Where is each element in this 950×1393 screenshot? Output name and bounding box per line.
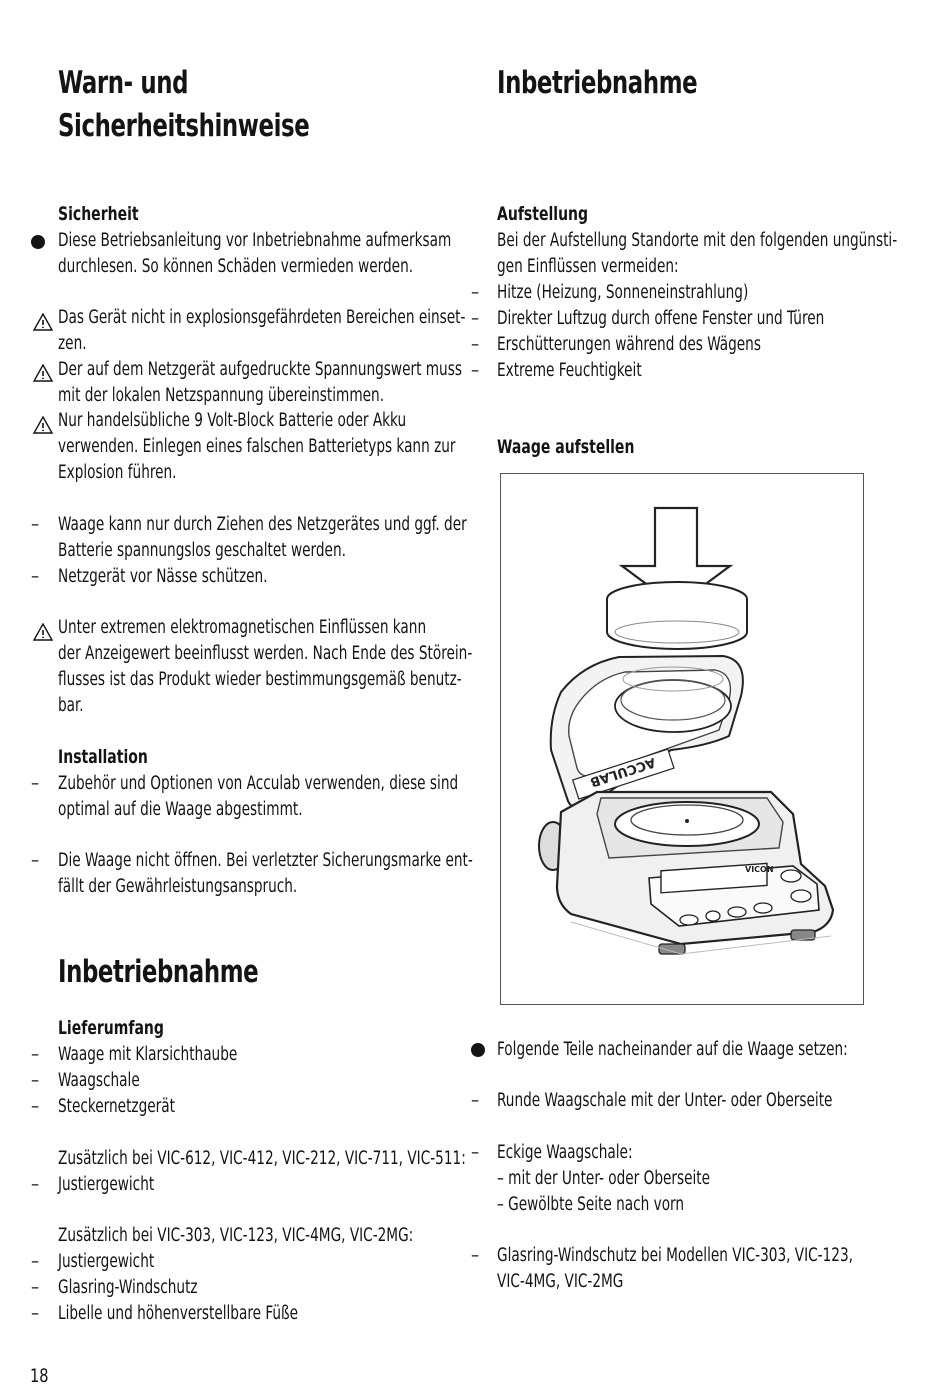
list-item: Steckernetzgerät bbox=[58, 1096, 175, 1117]
list-item: Waagschale bbox=[58, 1070, 140, 1091]
text-line: Batterie spannungslos geschaltet werden. bbox=[58, 540, 346, 561]
text-line: Nur handelsübliche 9 Volt-Block Batterie oder Akku bbox=[58, 410, 407, 431]
dash-marker: – bbox=[471, 334, 480, 355]
heading-waage-aufstellen: Waage aufstellen bbox=[497, 436, 635, 458]
dash-marker: – bbox=[31, 1070, 40, 1091]
text-line: Explosion führen. bbox=[58, 462, 177, 483]
text-line: Die Waage nicht öffnen. Bei verletzter Sicherungsmarke ent- bbox=[58, 850, 473, 871]
text-line: Diese Betriebsanleitung vor Inbetriebnahme aufmerksam bbox=[58, 230, 452, 251]
list-item: Justiergewicht bbox=[58, 1174, 155, 1195]
figure-brand-text: ACCULAB bbox=[587, 754, 658, 790]
dash-marker: – bbox=[31, 1096, 40, 1117]
list-item: Runde Waagschale mit der Unter- oder Oberseite bbox=[497, 1090, 833, 1111]
text-line: Der auf dem Netzgerät aufgedruckte Spannungswert muss bbox=[58, 359, 462, 380]
dash-marker: – bbox=[31, 1303, 40, 1324]
bullet-icon bbox=[31, 235, 45, 249]
dash-marker: – bbox=[31, 514, 40, 535]
dash-marker: – bbox=[31, 773, 40, 794]
list-item: Glasring-Windschutz bei Modellen VIC-303, VIC-123, bbox=[497, 1245, 853, 1266]
list-item: Justiergewicht bbox=[58, 1251, 155, 1272]
text-line: Netzgerät vor Nässe schützen. bbox=[58, 566, 268, 587]
section-title-inbetriebnahme: Inbetriebnahme bbox=[58, 954, 259, 990]
heading-sicherheit: Sicherheit bbox=[58, 203, 139, 225]
warning-triangle-icon bbox=[33, 623, 53, 641]
list-item: Erschütterungen während des Wägens bbox=[497, 334, 761, 355]
text-line: gen Einflüssen vermeiden: bbox=[497, 256, 679, 277]
text-line: Unter extremen elektromagnetischen Einflüssen kann bbox=[58, 617, 427, 638]
list-item: Hitze (Heizung, Sonneneinstrahlung) bbox=[497, 282, 749, 303]
text-line: fällt der Gewährleistungsanspruch. bbox=[58, 876, 298, 897]
heading-lieferumfang: Lieferumfang bbox=[58, 1017, 164, 1039]
text-line: zen. bbox=[58, 333, 87, 354]
text-line: Bei der Aufstellung Standorte mit den folgenden ungünsti- bbox=[497, 230, 898, 251]
dash-marker: – bbox=[31, 850, 40, 871]
warning-triangle-icon bbox=[33, 313, 53, 331]
dash-marker: – bbox=[31, 1044, 40, 1065]
text-line: bar. bbox=[58, 695, 84, 716]
title-line: Warn- und bbox=[58, 65, 189, 101]
dash-marker: – bbox=[471, 360, 480, 381]
bullet-icon bbox=[471, 1043, 485, 1057]
section-title-safety bbox=[58, 62, 309, 148]
heading-aufstellung: Aufstellung bbox=[497, 203, 589, 225]
list-item: Extreme Feuchtigkeit bbox=[497, 360, 642, 381]
text-line: optimal auf die Waage abgestimmt. bbox=[58, 799, 303, 820]
page-number: 18 bbox=[30, 1365, 49, 1387]
scale-drawing bbox=[501, 474, 863, 1004]
text-line: – Gewölbte Seite nach vorn bbox=[497, 1194, 685, 1215]
scale-illustration bbox=[500, 473, 864, 1005]
list-item: Eckige Waagschale: bbox=[497, 1142, 633, 1163]
text-line: Zusätzlich bei VIC-612, VIC-412, VIC-212, VIC-711, VIC-511: bbox=[58, 1148, 466, 1169]
text-line: durchlesen. So können Schäden vermieden werden. bbox=[58, 256, 414, 277]
text-line: verwenden. Einlegen eines falschen Batterietyps kann zur bbox=[58, 436, 456, 457]
text-line: Das Gerät nicht in explosionsgefährdeten Bereichen einset- bbox=[58, 307, 466, 328]
list-item: Glasring-Windschutz bbox=[58, 1277, 198, 1298]
heading-installation: Installation bbox=[58, 746, 148, 768]
dash-marker: – bbox=[471, 308, 480, 329]
dash-marker: – bbox=[471, 1245, 480, 1266]
dash-marker: – bbox=[471, 282, 480, 303]
section-title-right: Inbetriebnahme bbox=[497, 65, 698, 101]
warning-triangle-icon bbox=[33, 364, 53, 382]
dash-marker: – bbox=[31, 1174, 40, 1195]
text-line: der Anzeigewert beeinflusst werden. Nach Ende des Störein- bbox=[58, 643, 473, 664]
list-item: Waage mit Klarsichthaube bbox=[58, 1044, 238, 1065]
dash-marker: – bbox=[31, 1251, 40, 1272]
text-line: Zusätzlich bei VIC-303, VIC-123, VIC-4MG, VIC-2MG: bbox=[58, 1225, 414, 1246]
text-line: VIC-4MG, VIC-2MG bbox=[497, 1271, 624, 1292]
text-line: flusses ist das Produkt wieder bestimmungsgemäß benutz- bbox=[58, 669, 462, 690]
dash-marker: – bbox=[471, 1090, 480, 1111]
text-line: Folgende Teile nacheinander auf die Waage setzen: bbox=[497, 1039, 848, 1060]
dash-marker: – bbox=[31, 1277, 40, 1298]
text-line: – mit der Unter- oder Oberseite bbox=[497, 1168, 711, 1189]
list-item: Libelle und höhenverstellbare Füße bbox=[58, 1303, 299, 1324]
text-line: Zubehör und Optionen von Acculab verwenden, diese sind bbox=[58, 773, 459, 794]
text-line: Waage kann nur durch Ziehen des Netzgerätes und ggf. der bbox=[58, 514, 467, 535]
list-item: Direkter Luftzug durch offene Fenster und Türen bbox=[497, 308, 825, 329]
dash-marker: – bbox=[471, 1142, 480, 1163]
figure-model-text: VICON bbox=[745, 865, 774, 874]
dash-marker: – bbox=[31, 566, 40, 587]
text-line: mit der lokalen Netzspannung übereinstimmen. bbox=[58, 385, 385, 406]
title-line: Sicherheitshinweise bbox=[58, 108, 310, 144]
warning-triangle-icon bbox=[33, 416, 53, 434]
